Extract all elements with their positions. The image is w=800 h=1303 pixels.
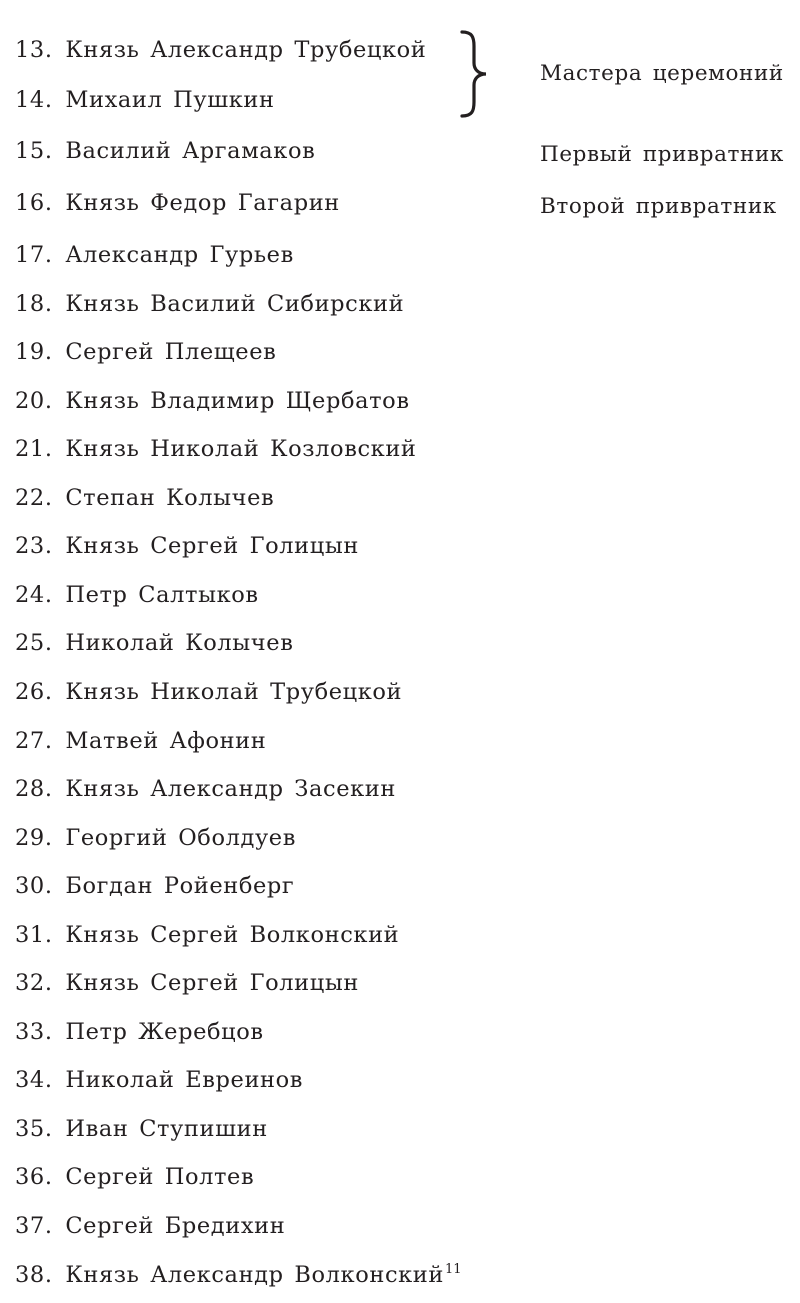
item-number: 24.	[15, 581, 53, 608]
grouping-brace	[452, 28, 498, 120]
item-name: Сергей Бредихин	[65, 1213, 286, 1239]
list-item	[15, 969, 359, 997]
item-number: 31.	[15, 921, 53, 948]
item-number: 17.	[15, 242, 53, 268]
footnote-marker: 11	[445, 1262, 462, 1278]
item-number: 37.	[15, 1213, 53, 1239]
item-number: 19.	[15, 339, 53, 366]
list-item	[15, 532, 359, 560]
item-name: Петр Салтыков	[65, 581, 259, 608]
item-number: 28.	[15, 776, 53, 803]
item-number: 30.	[15, 873, 53, 900]
item-name: Александр Гурьев	[65, 242, 294, 268]
item-number: 29.	[15, 824, 53, 851]
list-item	[15, 387, 410, 415]
role-masters-of-ceremonies: Мастера церемоний	[540, 61, 784, 86]
item-name: Князь Сергей Волконский	[65, 921, 400, 948]
role-second-gatekeeper: Второй привратник	[540, 194, 777, 219]
list-item	[15, 189, 340, 217]
list-item	[15, 338, 276, 366]
item-number: 33.	[15, 1018, 53, 1045]
list-item	[15, 484, 274, 512]
item-name: Богдан Ройенберг	[65, 873, 295, 900]
item-name: Князь Федор Гагарин	[65, 190, 340, 216]
list-item	[15, 824, 296, 852]
item-number: 26.	[15, 678, 53, 705]
role-first-gatekeeper: Первый привратник	[540, 142, 784, 167]
list-item	[15, 1212, 285, 1240]
list-item	[15, 629, 293, 657]
list-item	[15, 435, 417, 463]
item-name: Иван Ступишин	[65, 1115, 268, 1142]
item-name: Князь Василий Сибирский	[65, 290, 405, 317]
item-number: 16.	[15, 190, 53, 216]
item-number: 18.	[15, 290, 53, 317]
list-item	[15, 1261, 462, 1289]
item-number: 36.	[15, 1164, 53, 1191]
item-number: 21.	[15, 436, 53, 463]
item-name: Сергей Плещеев	[65, 339, 277, 366]
item-number: 32.	[15, 970, 53, 997]
list-item	[15, 727, 266, 755]
item-number: 34.	[15, 1067, 53, 1094]
item-name: Князь Александр Волконский	[65, 1261, 445, 1288]
list-item	[15, 137, 315, 165]
list-item	[15, 86, 275, 114]
item-name: Матвей Афонин	[65, 727, 267, 754]
list-item	[15, 241, 294, 269]
list-item	[15, 36, 426, 64]
list-item	[15, 678, 402, 706]
item-name: Николай Евреинов	[65, 1067, 304, 1094]
item-number: 23.	[15, 533, 53, 560]
item-name: Князь Николай Козловский	[65, 436, 417, 463]
item-number: 35.	[15, 1115, 53, 1142]
item-number: 15.	[15, 138, 53, 164]
item-number: 22.	[15, 484, 53, 511]
item-number: 25.	[15, 630, 53, 657]
item-name: Петр Жеребцов	[65, 1018, 264, 1045]
item-name: Степан Колычев	[65, 484, 275, 511]
item-name: Сергей Полтев	[65, 1164, 255, 1191]
list-item	[15, 290, 404, 318]
item-number: 14.	[15, 87, 53, 113]
item-name: Князь Владимир Щербатов	[65, 387, 410, 414]
item-number: 13.	[15, 37, 53, 63]
item-name: Николай Колычев	[65, 630, 294, 657]
list-item	[15, 1066, 303, 1094]
item-number: 20.	[15, 387, 53, 414]
list-item	[15, 872, 294, 900]
item-name: Георгий Оболдуев	[65, 824, 296, 851]
list-item	[15, 581, 259, 609]
item-number: 27.	[15, 727, 53, 754]
item-name: Михаил Пушкин	[65, 87, 275, 113]
list-item	[15, 1018, 264, 1046]
list-item	[15, 1115, 268, 1143]
list-item	[15, 775, 396, 803]
item-name: Князь Николай Трубецкой	[65, 678, 403, 705]
item-name: Князь Александр Трубецкой	[65, 37, 427, 63]
list-item	[15, 921, 399, 949]
item-name: Князь Сергей Голицын	[65, 533, 359, 560]
item-name: Князь Сергей Голицын	[65, 970, 359, 997]
list-item	[15, 1163, 254, 1191]
item-number: 38.	[15, 1261, 53, 1288]
item-name: Князь Александр Засекин	[65, 776, 396, 803]
item-name: Василий Аргамаков	[65, 138, 316, 164]
